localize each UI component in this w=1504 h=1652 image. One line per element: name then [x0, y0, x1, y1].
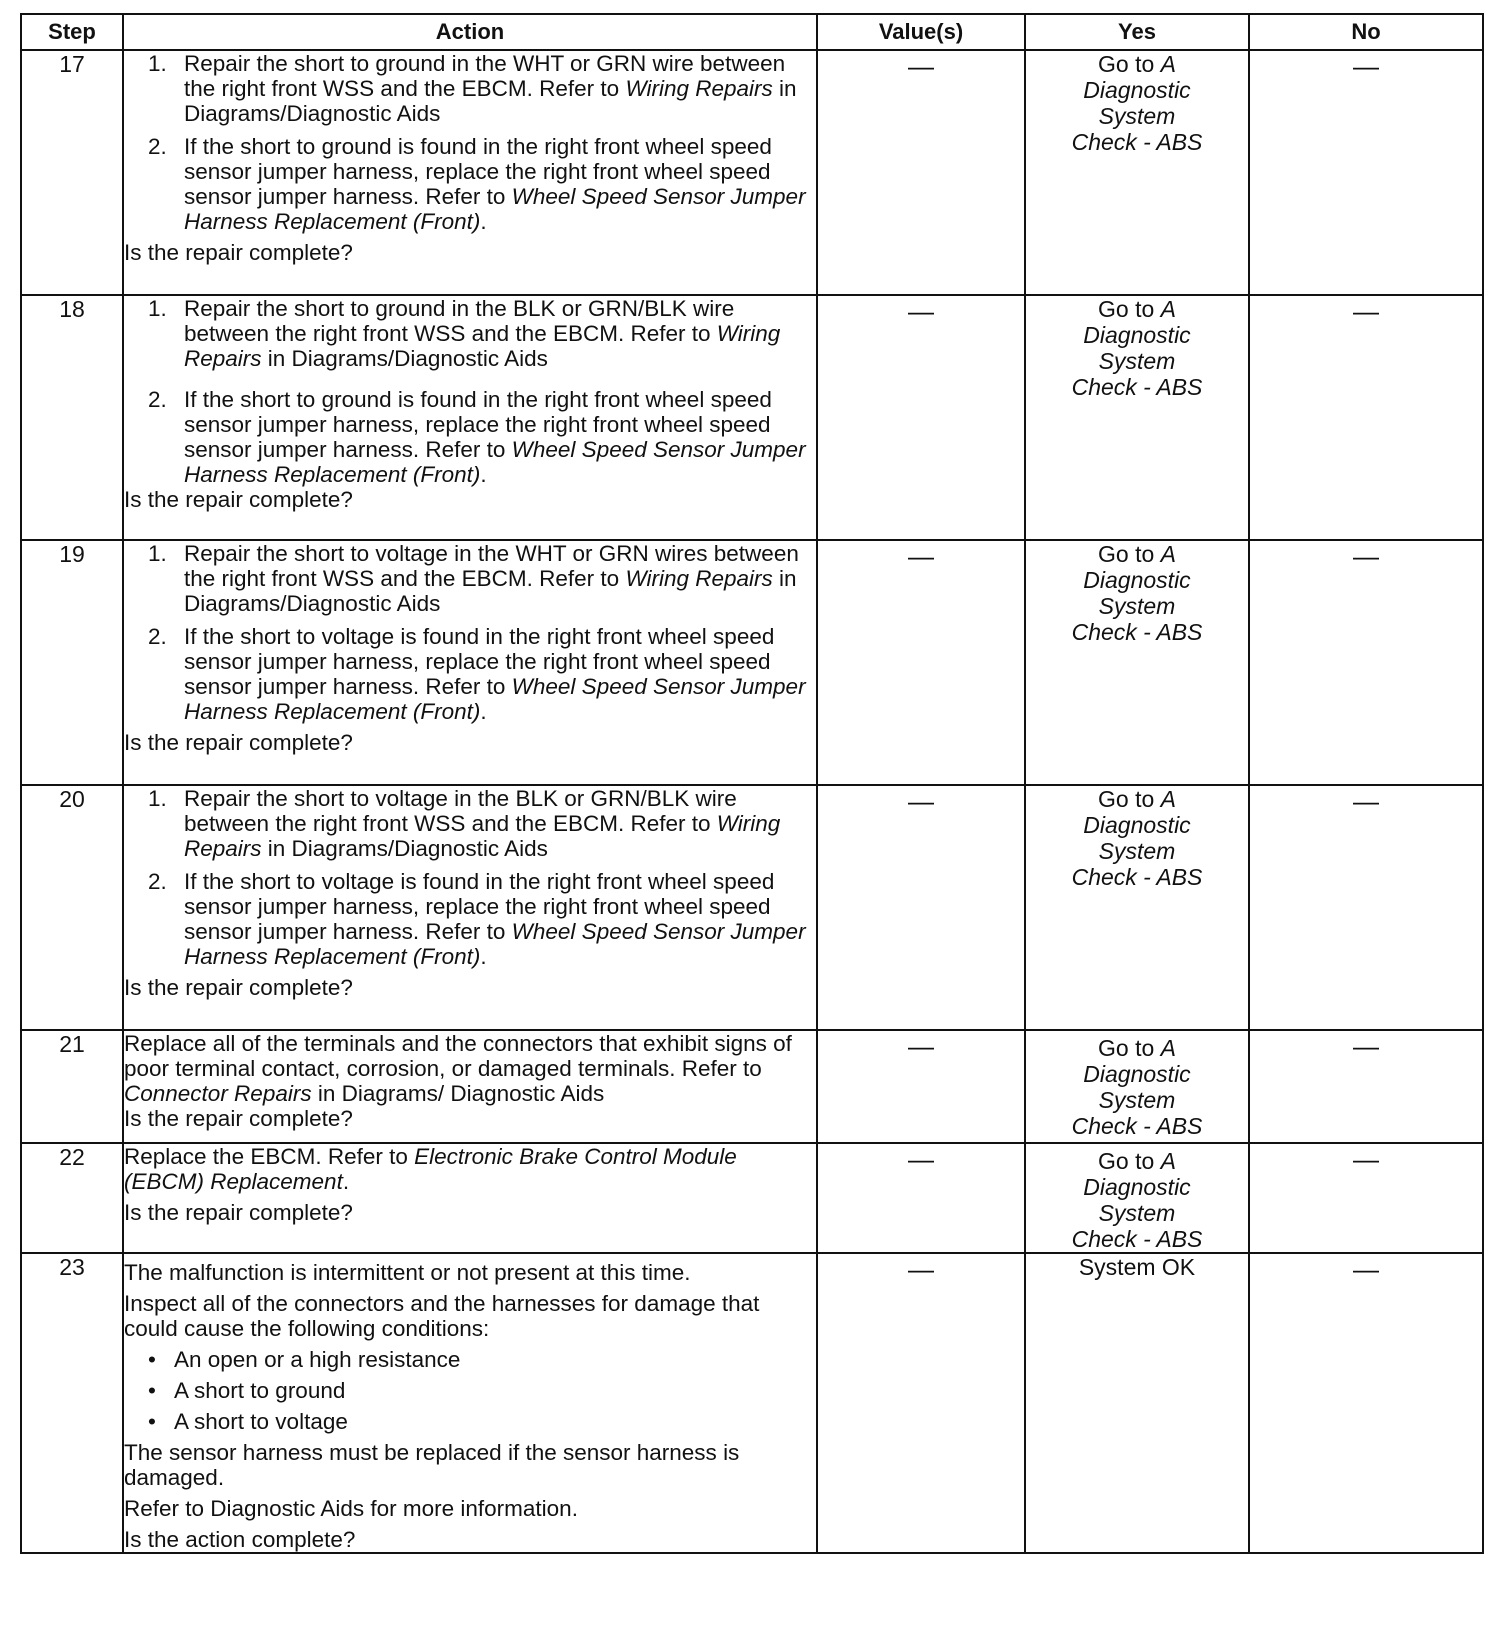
- table-row: [21, 1030, 1483, 1143]
- reference-link: Wheel Speed Sensor Jumper Harness Replacement (Front): [184, 184, 806, 234]
- yes-cell: System OK: [1025, 1253, 1249, 1553]
- action-text: The sensor harness must be replaced if the sensor harness is damaged.: [124, 1440, 740, 1490]
- values-cell: —: [817, 540, 1025, 785]
- step-number: 18: [21, 295, 123, 540]
- header-values: Value(s): [817, 14, 1025, 50]
- header-step: Step: [21, 14, 123, 50]
- action-cell: [123, 540, 817, 785]
- values-cell: —: [817, 1143, 1025, 1253]
- reference-link: Wheel Speed Sensor Jumper Harness Replacement (Front): [184, 919, 806, 969]
- list-item: • A short to ground: [148, 1378, 346, 1403]
- action-cell: [123, 50, 817, 295]
- no-cell: —: [1249, 540, 1483, 785]
- action-item: 2. If the short to ground is found in the right front wheel speed sensor jumper harness, replace the right front wheel speed sensor jumper harness. Refer to Wheel Speed Sensor Jumper Harness Replacement (Front).: [148, 134, 806, 234]
- yes-cell: Go to A Diagnostic System Check - ABS: [1025, 785, 1249, 1030]
- action-cell: [123, 785, 817, 1030]
- no-cell: —: [1249, 1143, 1483, 1253]
- action-item: 2. If the short to voltage is found in the right front wheel speed sensor jumper harness, replace the right front wheel speed sensor jumper harness. Refer to Wheel Speed Sensor Jumper Harness Replacement (Front).: [148, 624, 806, 724]
- action-item: 1. Repair the short to ground in the BLK or GRN/BLK wire between the right front WSS and the EBCM. Refer to Wiring Repairs in Diagrams/Diagnostic Aids: [148, 296, 781, 371]
- yes-cell: Go to A Diagnostic System Check - ABS: [1025, 295, 1249, 540]
- yes-cell: Go to A Diagnostic System Check - ABS: [1025, 1030, 1249, 1143]
- values-cell: —: [817, 1253, 1025, 1553]
- action-text: Replace the EBCM. Refer to Electronic Brake Control Module (EBCM) Replacement.: [124, 1144, 737, 1194]
- no-cell: —: [1249, 1030, 1483, 1143]
- reference-link: Wiring Repairs: [625, 76, 773, 101]
- question: Is the repair complete?: [124, 975, 353, 1000]
- yes-cell: Go to A Diagnostic System Check - ABS: [1025, 1143, 1249, 1253]
- reference-link: Connector Repairs: [124, 1081, 312, 1106]
- values-cell: —: [817, 1030, 1025, 1143]
- question: Is the repair complete?: [124, 730, 353, 755]
- values-cell: —: [817, 50, 1025, 295]
- step-number: 21: [21, 1030, 123, 1143]
- action-item: 1. Repair the short to voltage in the BLK or GRN/BLK wire between the right front WSS and the EBCM. Refer to Wiring Repairs in Diagrams/Diagnostic Aids: [148, 786, 781, 861]
- table-row: [21, 295, 1483, 540]
- question: Is the repair complete?: [124, 240, 353, 265]
- action-cell: [123, 1253, 817, 1553]
- values-cell: —: [817, 295, 1025, 540]
- action-cell: [123, 295, 817, 540]
- header-no: No: [1249, 14, 1483, 50]
- action-text: Inspect all of the connectors and the harnesses for damage that could cause the following conditions:: [124, 1291, 760, 1341]
- table-row: [21, 540, 1483, 785]
- action-item: 2. If the short to ground is found in the right front wheel speed sensor jumper harness, replace the right front wheel speed sensor jumper harness. Refer to Wheel Speed Sensor Jumper Harness Replacement (Front).: [148, 387, 806, 487]
- list-item: • An open or a high resistance: [148, 1347, 461, 1372]
- reference-link: Electronic Brake Control Module (EBCM) Replacement: [124, 1144, 737, 1194]
- header-row: [21, 14, 1483, 50]
- question: Is the repair complete?: [124, 1200, 353, 1225]
- values-cell: —: [817, 785, 1025, 1030]
- table-row: [21, 1253, 1483, 1553]
- action-item: 1. Repair the short to ground in the WHT or GRN wire between the right front WSS and the EBCM. Refer to Wiring Repairs in Diagrams/Diagnostic Aids: [148, 51, 797, 126]
- table-row: [21, 50, 1483, 295]
- step-number: 22: [21, 1143, 123, 1253]
- reference-link: Wiring Repairs: [184, 321, 781, 371]
- no-cell: —: [1249, 785, 1483, 1030]
- action-item: 1. Repair the short to voltage in the WHT or GRN wires between the right front WSS and the EBCM. Refer to Wiring Repairs in Diagrams/Diagnostic Aids: [148, 541, 799, 616]
- step-number: 19: [21, 540, 123, 785]
- action-cell: [123, 1030, 817, 1143]
- header-yes: Yes: [1025, 14, 1249, 50]
- action-text: The malfunction is intermittent or not present at this time.: [124, 1260, 691, 1285]
- question: Is the action complete?: [124, 1527, 356, 1552]
- reference-link: Wiring Repairs: [625, 566, 773, 591]
- header-action: Action: [123, 14, 817, 50]
- question: Is the repair complete?: [124, 487, 353, 512]
- action-text: Refer to Diagnostic Aids for more information.: [124, 1496, 578, 1521]
- step-number: 17: [21, 50, 123, 295]
- reference-link: Wheel Speed Sensor Jumper Harness Replacement (Front): [184, 437, 806, 487]
- action-item: 2. If the short to voltage is found in the right front wheel speed sensor jumper harness, replace the right front wheel speed sensor jumper harness. Refer to Wheel Speed Sensor Jumper Harness Replacement (Front).: [148, 869, 806, 969]
- step-number: 23: [21, 1253, 123, 1553]
- reference-link: Wheel Speed Sensor Jumper Harness Replacement (Front): [184, 674, 806, 724]
- list-item: • A short to voltage: [148, 1409, 348, 1434]
- question: Is the repair complete?: [124, 1106, 353, 1131]
- no-cell: —: [1249, 295, 1483, 540]
- step-number: 20: [21, 785, 123, 1030]
- table-row: [21, 785, 1483, 1030]
- action-text: Replace all of the terminals and the connectors that exhibit signs of poor terminal contact, corrosion, or damaged terminals. Refer to Connector Repairs in Diagrams/ Diagnostic Aids: [124, 1031, 792, 1106]
- yes-cell: Go to A Diagnostic System Check - ABS: [1025, 50, 1249, 295]
- conditions-list: [124, 1347, 816, 1434]
- no-cell: —: [1249, 1253, 1483, 1553]
- action-cell: [123, 1143, 817, 1253]
- diagnostic-table: [20, 13, 1484, 1554]
- yes-cell: Go to A Diagnostic System Check - ABS: [1025, 540, 1249, 785]
- no-cell: —: [1249, 50, 1483, 295]
- reference-link: Wiring Repairs: [184, 811, 781, 861]
- table-row: [21, 1143, 1483, 1253]
